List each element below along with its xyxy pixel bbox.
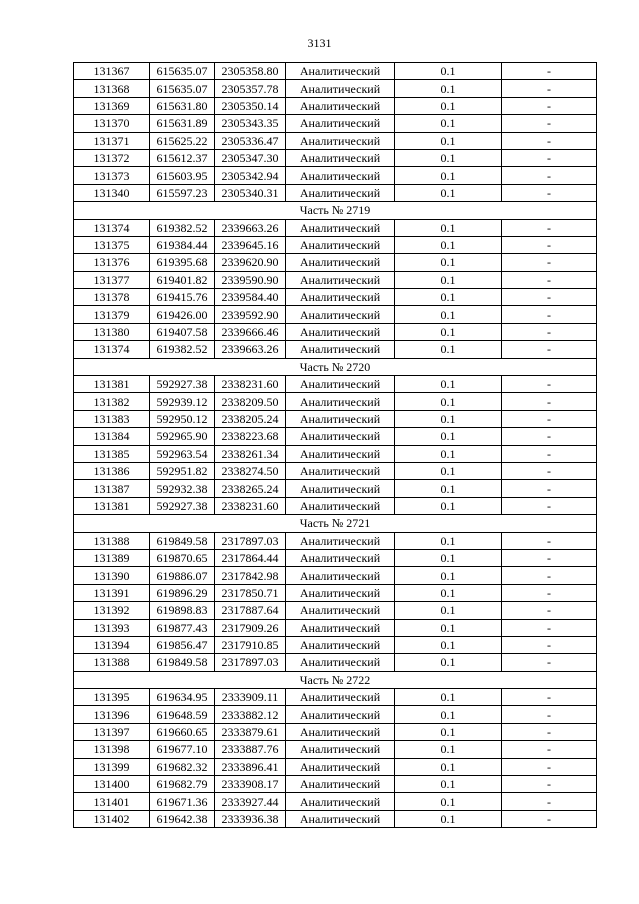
method-cell: Аналитический (286, 584, 395, 601)
point-number-cell: 131368 (74, 80, 150, 97)
point-number-cell: 131396 (74, 706, 150, 723)
y-coordinate-cell: 2305358.80 (215, 63, 286, 80)
table-row (74, 758, 597, 775)
accuracy-cell: 0.1 (395, 689, 502, 706)
point-number-cell: 131373 (74, 167, 150, 184)
note-cell: - (502, 689, 597, 706)
table-row (74, 706, 597, 723)
note-cell: - (502, 376, 597, 393)
method-cell: Аналитический (286, 428, 395, 445)
note-cell: - (502, 654, 597, 671)
note-cell: - (502, 115, 597, 132)
point-number-cell: 131380 (74, 323, 150, 340)
x-coordinate-cell: 619642.38 (150, 810, 215, 827)
method-cell: Аналитический (286, 306, 395, 323)
note-cell: - (502, 323, 597, 340)
accuracy-cell: 0.1 (395, 219, 502, 236)
x-coordinate-cell: 619401.82 (150, 271, 215, 288)
point-number-cell: 131384 (74, 428, 150, 445)
note-cell: - (502, 236, 597, 253)
x-coordinate-cell: 592951.82 (150, 462, 215, 479)
note-cell: - (502, 549, 597, 566)
y-coordinate-cell: 2333882.12 (215, 706, 286, 723)
point-number-cell: 131379 (74, 306, 150, 323)
method-cell: Аналитический (286, 480, 395, 497)
table-row (74, 236, 597, 253)
method-cell: Аналитический (286, 602, 395, 619)
table-row (74, 393, 597, 410)
method-cell: Аналитический (286, 462, 395, 479)
note-cell: - (502, 271, 597, 288)
x-coordinate-cell: 615625.22 (150, 132, 215, 149)
method-cell: Аналитический (286, 741, 395, 758)
x-coordinate-cell: 592932.38 (150, 480, 215, 497)
point-number-cell: 131367 (74, 63, 150, 80)
table-row (74, 254, 597, 271)
accuracy-cell: 0.1 (395, 149, 502, 166)
point-number-cell: 131393 (74, 619, 150, 636)
point-number-cell: 131376 (74, 254, 150, 271)
x-coordinate-cell: 619384.44 (150, 236, 215, 253)
method-cell: Аналитический (286, 619, 395, 636)
method-cell: Аналитический (286, 80, 395, 97)
x-coordinate-cell: 619849.58 (150, 532, 215, 549)
point-number-cell: 131400 (74, 776, 150, 793)
note-cell: - (502, 428, 597, 445)
x-coordinate-cell: 615631.89 (150, 115, 215, 132)
note-cell: - (502, 132, 597, 149)
table-row (74, 810, 597, 827)
point-number-cell: 131375 (74, 236, 150, 253)
point-number-cell: 131382 (74, 393, 150, 410)
point-number-cell: 131385 (74, 445, 150, 462)
point-number-cell: 131387 (74, 480, 150, 497)
accuracy-cell: 0.1 (395, 254, 502, 271)
y-coordinate-cell: 2305350.14 (215, 97, 286, 114)
accuracy-cell: 0.1 (395, 619, 502, 636)
x-coordinate-cell: 619426.00 (150, 306, 215, 323)
accuracy-cell: 0.1 (395, 706, 502, 723)
accuracy-cell: 0.1 (395, 497, 502, 514)
accuracy-cell: 0.1 (395, 323, 502, 340)
accuracy-cell: 0.1 (395, 636, 502, 653)
method-cell: Аналитический (286, 115, 395, 132)
accuracy-cell: 0.1 (395, 132, 502, 149)
note-cell: - (502, 184, 597, 201)
x-coordinate-cell: 619682.79 (150, 776, 215, 793)
y-coordinate-cell: 2339592.90 (215, 306, 286, 323)
accuracy-cell: 0.1 (395, 184, 502, 201)
y-coordinate-cell: 2317850.71 (215, 584, 286, 601)
point-number-cell: 131395 (74, 689, 150, 706)
y-coordinate-cell: 2305336.47 (215, 132, 286, 149)
note-cell: - (502, 445, 597, 462)
accuracy-cell: 0.1 (395, 97, 502, 114)
x-coordinate-cell: 619395.68 (150, 254, 215, 271)
y-coordinate-cell: 2333887.76 (215, 741, 286, 758)
y-coordinate-cell: 2333879.61 (215, 723, 286, 740)
table-row (74, 636, 597, 653)
accuracy-cell: 0.1 (395, 584, 502, 601)
method-cell: Аналитический (286, 776, 395, 793)
table-row (74, 532, 597, 549)
note-cell: - (502, 63, 597, 80)
y-coordinate-cell: 2339590.90 (215, 271, 286, 288)
x-coordinate-cell: 619886.07 (150, 567, 215, 584)
point-number-cell: 131378 (74, 289, 150, 306)
accuracy-cell: 0.1 (395, 167, 502, 184)
x-coordinate-cell: 619671.36 (150, 793, 215, 810)
point-number-cell: 131401 (74, 793, 150, 810)
method-cell: Аналитический (286, 132, 395, 149)
accuracy-cell: 0.1 (395, 810, 502, 827)
table-row (74, 80, 597, 97)
x-coordinate-cell: 615597.23 (150, 184, 215, 201)
x-coordinate-cell: 619660.65 (150, 723, 215, 740)
table-row (74, 689, 597, 706)
y-coordinate-cell: 2305343.35 (215, 115, 286, 132)
note-cell: - (502, 149, 597, 166)
note-cell: - (502, 393, 597, 410)
accuracy-cell: 0.1 (395, 376, 502, 393)
y-coordinate-cell: 2305347.30 (215, 149, 286, 166)
note-cell: - (502, 793, 597, 810)
method-cell: Аналитический (286, 793, 395, 810)
table-row (74, 741, 597, 758)
method-cell: Аналитический (286, 758, 395, 775)
table-row (74, 167, 597, 184)
accuracy-cell: 0.1 (395, 462, 502, 479)
y-coordinate-cell: 2339584.40 (215, 289, 286, 306)
table-row (74, 654, 597, 671)
note-cell: - (502, 810, 597, 827)
point-number-cell: 131381 (74, 497, 150, 514)
y-coordinate-cell: 2317909.26 (215, 619, 286, 636)
section-title: Часть № 2720 (74, 358, 597, 375)
accuracy-cell: 0.1 (395, 306, 502, 323)
point-number-cell: 131398 (74, 741, 150, 758)
y-coordinate-cell: 2333909.11 (215, 689, 286, 706)
point-number-cell: 131374 (74, 341, 150, 358)
method-cell: Аналитический (286, 341, 395, 358)
method-cell: Аналитический (286, 236, 395, 253)
x-coordinate-cell: 619382.52 (150, 219, 215, 236)
x-coordinate-cell: 615635.07 (150, 63, 215, 80)
method-cell: Аналитический (286, 393, 395, 410)
note-cell: - (502, 289, 597, 306)
y-coordinate-cell: 2333908.17 (215, 776, 286, 793)
x-coordinate-cell: 619896.29 (150, 584, 215, 601)
x-coordinate-cell: 619682.32 (150, 758, 215, 775)
point-number-cell: 131388 (74, 654, 150, 671)
method-cell: Аналитический (286, 167, 395, 184)
table-row (74, 619, 597, 636)
accuracy-cell: 0.1 (395, 549, 502, 566)
y-coordinate-cell: 2317897.03 (215, 532, 286, 549)
table-row (74, 306, 597, 323)
point-number-cell: 131391 (74, 584, 150, 601)
note-cell: - (502, 480, 597, 497)
x-coordinate-cell: 592939.12 (150, 393, 215, 410)
accuracy-cell: 0.1 (395, 428, 502, 445)
section-header-row (74, 515, 597, 532)
x-coordinate-cell: 619415.76 (150, 289, 215, 306)
accuracy-cell: 0.1 (395, 758, 502, 775)
table-row (74, 549, 597, 566)
note-cell: - (502, 741, 597, 758)
method-cell: Аналитический (286, 184, 395, 201)
accuracy-cell: 0.1 (395, 410, 502, 427)
y-coordinate-cell: 2339663.26 (215, 219, 286, 236)
y-coordinate-cell: 2333896.41 (215, 758, 286, 775)
table-row (74, 602, 597, 619)
y-coordinate-cell: 2339666.46 (215, 323, 286, 340)
point-number-cell: 131399 (74, 758, 150, 775)
x-coordinate-cell: 592950.12 (150, 410, 215, 427)
method-cell: Аналитический (286, 706, 395, 723)
accuracy-cell: 0.1 (395, 271, 502, 288)
point-number-cell: 131374 (74, 219, 150, 236)
accuracy-cell: 0.1 (395, 480, 502, 497)
y-coordinate-cell: 2317897.03 (215, 654, 286, 671)
table-row (74, 497, 597, 514)
point-number-cell: 131370 (74, 115, 150, 132)
section-header-row (74, 202, 597, 219)
method-cell: Аналитический (286, 723, 395, 740)
note-cell: - (502, 532, 597, 549)
note-cell: - (502, 706, 597, 723)
x-coordinate-cell: 592927.38 (150, 376, 215, 393)
y-coordinate-cell: 2305342.94 (215, 167, 286, 184)
section-title: Часть № 2722 (74, 671, 597, 688)
accuracy-cell: 0.1 (395, 602, 502, 619)
section-title: Часть № 2719 (74, 202, 597, 219)
table-row (74, 271, 597, 288)
accuracy-cell: 0.1 (395, 776, 502, 793)
note-cell: - (502, 776, 597, 793)
point-number-cell: 131381 (74, 376, 150, 393)
table-row (74, 376, 597, 393)
method-cell: Аналитический (286, 636, 395, 653)
point-number-cell: 131394 (74, 636, 150, 653)
method-cell: Аналитический (286, 410, 395, 427)
method-cell: Аналитический (286, 810, 395, 827)
table-row (74, 132, 597, 149)
section-title: Часть № 2721 (74, 515, 597, 532)
accuracy-cell: 0.1 (395, 393, 502, 410)
note-cell: - (502, 410, 597, 427)
y-coordinate-cell: 2317910.85 (215, 636, 286, 653)
table-row (74, 793, 597, 810)
table-row (74, 184, 597, 201)
x-coordinate-cell: 619382.52 (150, 341, 215, 358)
accuracy-cell: 0.1 (395, 80, 502, 97)
accuracy-cell: 0.1 (395, 654, 502, 671)
x-coordinate-cell: 619856.47 (150, 636, 215, 653)
x-coordinate-cell: 619634.95 (150, 689, 215, 706)
table-row (74, 428, 597, 445)
note-cell: - (502, 306, 597, 323)
y-coordinate-cell: 2338231.60 (215, 497, 286, 514)
accuracy-cell: 0.1 (395, 289, 502, 306)
note-cell: - (502, 723, 597, 740)
note-cell: - (502, 341, 597, 358)
accuracy-cell: 0.1 (395, 793, 502, 810)
accuracy-cell: 0.1 (395, 63, 502, 80)
accuracy-cell: 0.1 (395, 115, 502, 132)
table-row (74, 723, 597, 740)
point-number-cell: 131383 (74, 410, 150, 427)
section-header-row (74, 671, 597, 688)
method-cell: Аналитический (286, 219, 395, 236)
page-number: 3131 (307, 36, 332, 50)
y-coordinate-cell: 2317864.44 (215, 549, 286, 566)
note-cell: - (502, 758, 597, 775)
x-coordinate-cell: 619677.10 (150, 741, 215, 758)
accuracy-cell: 0.1 (395, 723, 502, 740)
table-row (74, 462, 597, 479)
accuracy-cell: 0.1 (395, 567, 502, 584)
y-coordinate-cell: 2338223.68 (215, 428, 286, 445)
point-number-cell: 131389 (74, 549, 150, 566)
y-coordinate-cell: 2317842.98 (215, 567, 286, 584)
point-number-cell: 131369 (74, 97, 150, 114)
table-row (74, 341, 597, 358)
method-cell: Аналитический (286, 323, 395, 340)
accuracy-cell: 0.1 (395, 445, 502, 462)
point-number-cell: 131397 (74, 723, 150, 740)
x-coordinate-cell: 592963.54 (150, 445, 215, 462)
accuracy-cell: 0.1 (395, 532, 502, 549)
table-row (74, 445, 597, 462)
x-coordinate-cell: 619898.83 (150, 602, 215, 619)
table-row (74, 63, 597, 80)
method-cell: Аналитический (286, 549, 395, 566)
x-coordinate-cell: 615603.95 (150, 167, 215, 184)
method-cell: Аналитический (286, 376, 395, 393)
point-number-cell: 131402 (74, 810, 150, 827)
method-cell: Аналитический (286, 97, 395, 114)
x-coordinate-cell: 619849.58 (150, 654, 215, 671)
y-coordinate-cell: 2339663.26 (215, 341, 286, 358)
table-row (74, 323, 597, 340)
method-cell: Аналитический (286, 271, 395, 288)
note-cell: - (502, 80, 597, 97)
y-coordinate-cell: 2305340.31 (215, 184, 286, 201)
x-coordinate-cell: 619877.43 (150, 619, 215, 636)
table-row (74, 584, 597, 601)
note-cell: - (502, 636, 597, 653)
x-coordinate-cell: 592927.38 (150, 497, 215, 514)
x-coordinate-cell: 619648.59 (150, 706, 215, 723)
method-cell: Аналитический (286, 567, 395, 584)
table-row (74, 289, 597, 306)
method-cell: Аналитический (286, 689, 395, 706)
method-cell: Аналитический (286, 445, 395, 462)
point-number-cell: 131340 (74, 184, 150, 201)
method-cell: Аналитический (286, 149, 395, 166)
y-coordinate-cell: 2339620.90 (215, 254, 286, 271)
y-coordinate-cell: 2339645.16 (215, 236, 286, 253)
method-cell: Аналитический (286, 254, 395, 271)
note-cell: - (502, 497, 597, 514)
point-number-cell: 131371 (74, 132, 150, 149)
table-row (74, 219, 597, 236)
method-cell: Аналитический (286, 654, 395, 671)
table-row (74, 480, 597, 497)
point-number-cell: 131372 (74, 149, 150, 166)
y-coordinate-cell: 2338205.24 (215, 410, 286, 427)
table-row (74, 410, 597, 427)
coordinates-table-body (74, 63, 597, 828)
note-cell: - (502, 462, 597, 479)
method-cell: Аналитический (286, 532, 395, 549)
note-cell: - (502, 219, 597, 236)
y-coordinate-cell: 2338231.60 (215, 376, 286, 393)
accuracy-cell: 0.1 (395, 236, 502, 253)
y-coordinate-cell: 2317887.64 (215, 602, 286, 619)
note-cell: - (502, 254, 597, 271)
section-header-row (74, 358, 597, 375)
note-cell: - (502, 584, 597, 601)
y-coordinate-cell: 2333936.38 (215, 810, 286, 827)
accuracy-cell: 0.1 (395, 741, 502, 758)
x-coordinate-cell: 615631.80 (150, 97, 215, 114)
method-cell: Аналитический (286, 63, 395, 80)
y-coordinate-cell: 2305357.78 (215, 80, 286, 97)
x-coordinate-cell: 592965.90 (150, 428, 215, 445)
point-number-cell: 131388 (74, 532, 150, 549)
y-coordinate-cell: 2338265.24 (215, 480, 286, 497)
table-row (74, 115, 597, 132)
y-coordinate-cell: 2333927.44 (215, 793, 286, 810)
y-coordinate-cell: 2338261.34 (215, 445, 286, 462)
table-row (74, 149, 597, 166)
y-coordinate-cell: 2338209.50 (215, 393, 286, 410)
x-coordinate-cell: 619407.58 (150, 323, 215, 340)
point-number-cell: 131386 (74, 462, 150, 479)
table-row (74, 567, 597, 584)
y-coordinate-cell: 2338274.50 (215, 462, 286, 479)
coordinates-table (73, 62, 597, 828)
note-cell: - (502, 167, 597, 184)
note-cell: - (502, 602, 597, 619)
note-cell: - (502, 567, 597, 584)
method-cell: Аналитический (286, 497, 395, 514)
point-number-cell: 131377 (74, 271, 150, 288)
point-number-cell: 131390 (74, 567, 150, 584)
accuracy-cell: 0.1 (395, 341, 502, 358)
x-coordinate-cell: 615612.37 (150, 149, 215, 166)
x-coordinate-cell: 619870.65 (150, 549, 215, 566)
method-cell: Аналитический (286, 289, 395, 306)
note-cell: - (502, 97, 597, 114)
x-coordinate-cell: 615635.07 (150, 80, 215, 97)
note-cell: - (502, 619, 597, 636)
table-row (74, 776, 597, 793)
point-number-cell: 131392 (74, 602, 150, 619)
table-row (74, 97, 597, 114)
